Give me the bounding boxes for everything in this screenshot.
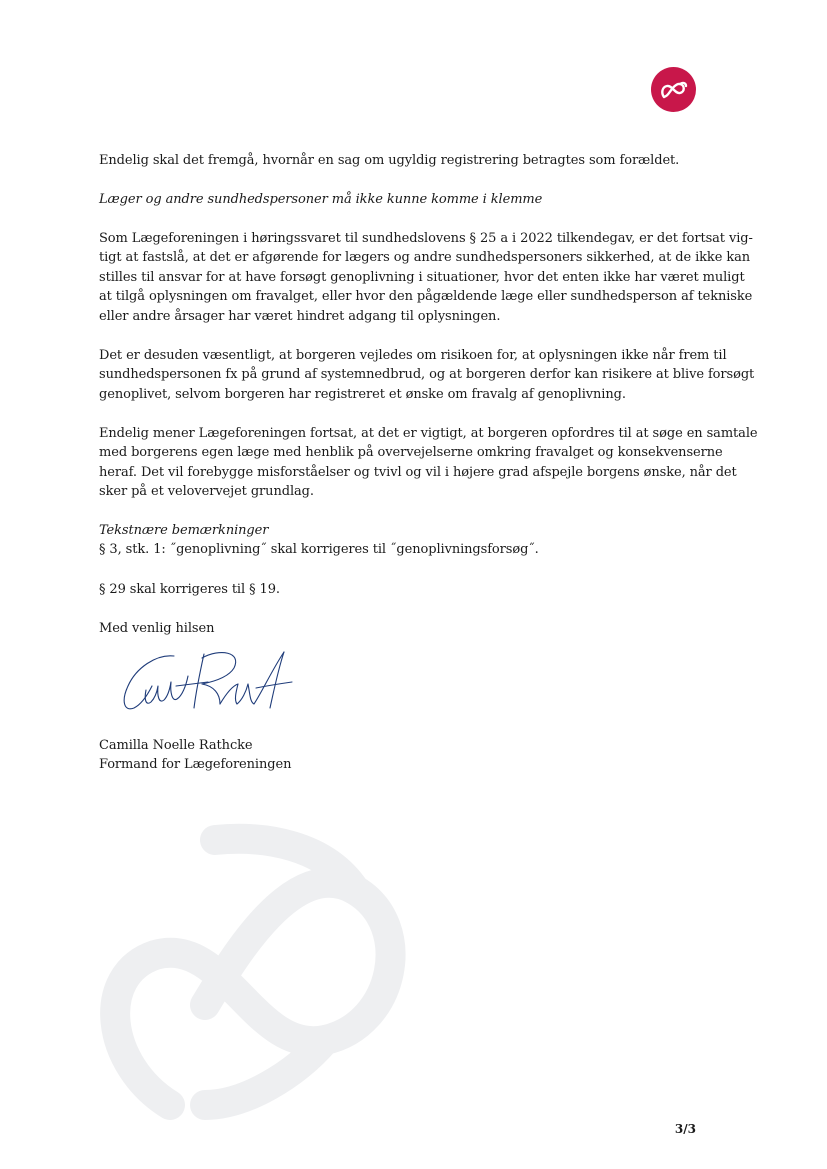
laegeforeningen-logo-icon [651, 67, 696, 112]
watermark-logo-icon [85, 805, 445, 1125]
text-line: § 3, stk. 1: ˝genoplivning˝ skal korrigeres til ˝genoplivningsforsøg˝. [99, 542, 539, 558]
text-line: Endelig mener Lægeforeningen fortsat, at det er vigtigt, at borgeren opfordres til at søge en samtale [99, 426, 758, 441]
signatory-name: Camilla Noelle Rathcke [99, 738, 253, 753]
text-line: sundhedspersonen fx på grund af systemnedbrud, og at borgeren derfor kan risikere at blive forsøgt [99, 367, 755, 383]
text-line: Endelig skal det fremgå, hvornår en sag om ugyldig registrering betragtes som forældet. [99, 153, 680, 168]
text-line: Med venlig hilsen [99, 621, 215, 636]
paragraph-correction [99, 580, 729, 599]
text-line: heraf. Det vil forebygge misforståelser og tvivl og vil i højere grad afspejle borgens ønske, når det [99, 464, 737, 480]
paragraph-consultation [99, 424, 758, 502]
page-number: 3/3 [674, 1122, 696, 1136]
signatory-block [99, 736, 729, 775]
text-line: Som Lægeforeningen i høringssvaret til sundhedslovens § 25 a i 2022 tilkendegav, er det fortsat vig- [99, 231, 753, 246]
text-line: genoplivet, selvom borgeren har registreret et ønske om fravalg af genoplivning. [99, 386, 626, 402]
text-line: sker på et velovervejet grundlag. [99, 484, 314, 500]
paragraph-risk-guidance [99, 346, 755, 404]
section-heading-doctors [99, 190, 729, 209]
text-line: med borgerens egen læge med henblik på overvejelserne omkring fravalget og konsekvenserne [99, 445, 723, 461]
text-line: Det er desuden væsentligt, at borgeren vejledes om risikoen for, at oplysningen ikke når frem til [99, 348, 727, 363]
paragraph-liability [99, 229, 753, 326]
text-line: tigt at fastslå, at det er afgørende for lægers og andre sundhedspersoners sikkerhed, at de ikke kan [99, 250, 751, 266]
text-line: § 29 skal korrigeres til § 19. [99, 582, 280, 597]
text-line: at tilgå oplysningen om fravalget, eller hvor den pågældende læge eller sundhedsperson af tekniske [99, 289, 753, 305]
closing-salutation [99, 619, 729, 638]
heading-text: Læger og andre sundhedspersoner må ikke kunne komme i klemme [99, 192, 543, 207]
text-line: stilles til ansvar for at have forsøgt genoplivning i situationer, hvor det enten ikke har været muligt [99, 269, 745, 285]
remarks-block [99, 521, 729, 560]
remarks-heading: Tekstnære bemærkninger [99, 523, 269, 538]
signatory-title: Formand for Lægeforeningen [99, 757, 292, 773]
text-line: eller andre årsager har været hindret adgang til oplysningen. [99, 308, 501, 324]
signature-image [116, 646, 298, 718]
closing-paragraph-statute [99, 151, 729, 170]
